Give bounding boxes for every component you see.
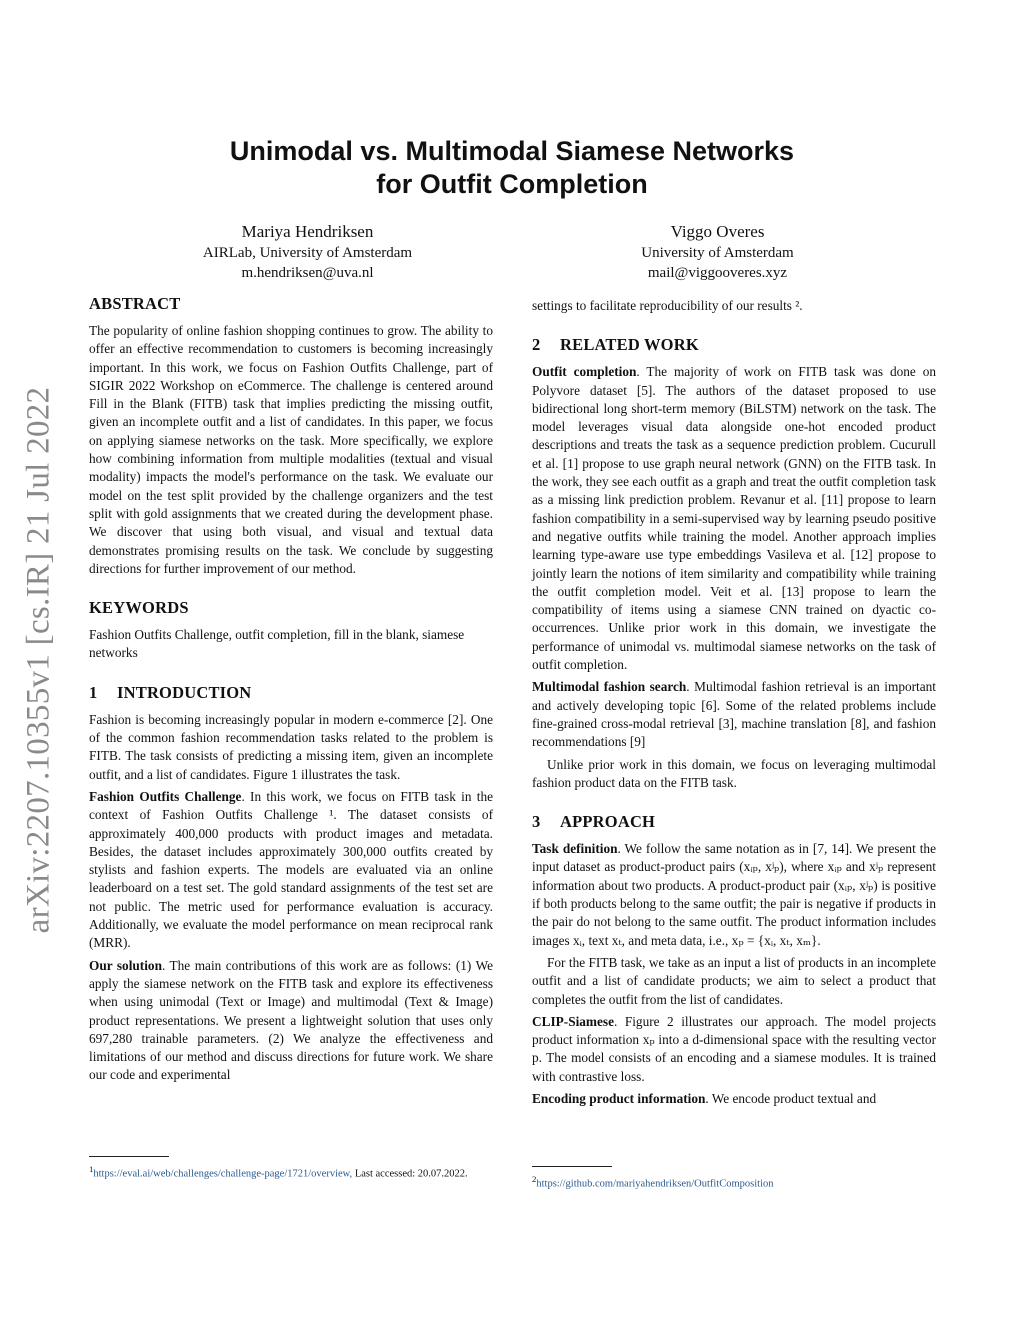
paragraph-body: . Figure 2 illustrates our approach. The model projects product information xₚ into a d-dimensional space with the resulting vector p. The model consists of an encoding and a siamese modules. It is trained with contrastive loss. (532, 1013, 936, 1084)
paragraph-body: . We follow the same notation as in [7, 14]. We present the input dataset as product-product pairs (xᵢₚ, xʲₚ), where xᵢₚ and xʲₚ represent information about two products. A product-product pair (xᵢₚ, xʲₚ) is positive if both products belong to the same outfit; the pair is negative if products in the pair do not belong to the same outfit. The product information includes images xᵢ, text xₜ, and meta data, i.e., xₚ = {xᵢ, xₜ, xₘ}. (532, 841, 936, 948)
keywords-heading: KEYWORDS (89, 598, 189, 618)
section-title: INTRODUCTION (117, 682, 252, 702)
approach-paragraph-3 (532, 1013, 936, 1086)
paragraph-lead: Outfit completion (532, 364, 637, 380)
footnote-mark: 2 (532, 1174, 537, 1184)
intro-paragraph-1: Fashion is becoming increasingly popular in modern e-commerce [2]. One of the common fashion recommendation tasks related to the problem is FITB. The task consists of predicting a missing item, given an incomplete outfit, and a list of candidates. Figure 1 illustrates the task. (89, 711, 493, 782)
footnote-1 (89, 1156, 493, 1182)
title-line-2: for Outfit Completion (376, 169, 648, 199)
abstract-text: The popularity of online fashion shopping continues to grow. The ability to offer an effective recommendation to customers is becoming increasingly important. In this work, we focus on Fashion Outfits Challenge, part of SIGIR 2022 Workshop on eCommerce. The challenge is centered around Fill in the Blank (FITB) task that implies predicting the missing outfit, given an incomplete outfit and a list of candidates. In this paper, we focus on applying siamese networks on the task. More specifically, we explore how combining information from multiple modalities (textual and visual modality) impacts the model's performance on the task. We evaluate our model on the test split provided by the challenge organizers and the test split with gold assignments that we created during the development phase. We discover that using both visual, and visual and textual data demonstrates promising results on the task. We conclude by suggesting directions for further improvement of our method. (89, 323, 493, 576)
paragraph-lead: CLIP-Siamese (532, 1013, 614, 1029)
arxiv-id: arXiv:2207.10355v1 [cs.IR] 21 Jul 2022 (20, 386, 57, 934)
approach-heading (532, 812, 936, 832)
footnote-link[interactable]: https://eval.ai/web/challenges/challenge-page/1721/overview, (93, 1168, 353, 1180)
paragraph-lead: Task definition (532, 841, 618, 857)
author-affiliation: University of Amsterdam (641, 245, 794, 261)
section-title: APPROACH (560, 812, 656, 832)
arxiv-sidebar-stamp (8, 375, 70, 945)
related-paragraph-3: Unlike prior work in this domain, we focus on leveraging multimodal fashion product data on the FITB task. (532, 756, 936, 790)
footnote-link[interactable]: https://github.com/mariyahendriksen/OutfitComposition (536, 1178, 774, 1190)
intro-paragraph-3 (89, 957, 493, 1085)
footnote-rule (89, 1156, 169, 1157)
title-line-1: Unimodal vs. Multimodal Siamese Networks (229, 136, 795, 166)
paragraph-lead: Multimodal fashion search (532, 679, 687, 695)
paper-title (160, 135, 864, 201)
paragraph-body: . We encode product textual and (705, 1090, 877, 1106)
keywords-text: Fashion Outfits Challenge, outfit completion, fill in the blank, siamese networks (89, 627, 465, 661)
author-email: m.hendriksen@uva.nl (241, 265, 374, 281)
approach-paragraph-4 (532, 1090, 936, 1108)
author-block-2 (585, 221, 850, 283)
section-number: 1 (89, 682, 98, 702)
section-number: 3 (532, 812, 541, 832)
related-heading (532, 335, 936, 355)
approach-paragraph-2: For the FITB task, we take as an input a list of products in an incomplete outfit and a list of candidate products; we aim to select a product that completes the outfit from the list of candidates. (532, 954, 936, 1007)
paragraph-lead: Our solution (89, 957, 162, 973)
footnote-text: Last accessed: 20.07.2022. (354, 1168, 468, 1180)
author-email: mail@viggooveres.xyz (647, 265, 788, 281)
footnote-rule (532, 1166, 612, 1167)
paragraph-lead: Fashion Outfits Challenge (89, 788, 242, 804)
footnote-2 (532, 1166, 936, 1192)
paragraph-body: . The main contributions of this work are as follows: (1) We apply the siamese network on the FITB task and explore its effectiveness when using unimodal (Text or Image) and multimodal (Text & Image) product representations. We present a lightweight solution that uses only 697,280 trainable parameters. (2) We analyze the effectiveness and limitations of our method and discuss directions for future work. We share our code and experimental (89, 957, 493, 1083)
paragraph-body: . The majority of work on FITB task was done on Polyvore dataset [5]. The authors of the dataset proposed to use bidirectional long short-term memory (BiLSTM) network on the task. The model leverages visual data alongside one-hot encoded product descriptions and treats the task as a sequence prediction problem. Cucurull et al. [1] propose to use graph neural network (GNN) on the FITB task. In the work, they see each outfit as a graph and treat the outfit completion task as a missing link prediction problem. Revanur et al. [11] propose to learn fashion compatibility in a semi-supervised way by learning pseudo positive and negative outfits while training the model. Another approach implies learning type-aware use type embeddings Vasileva et al. [12] propose to jointly learn the notions of item similarity and compatibility while training the outfit completion model. Veit et al. [13] propose to learn the compatibility of items using a siamese CNN trained on dyactic co-occurrences. Unlike prior work in this domain, we investigate the performance of unimodal vs. multimodal siamese networks on the task of outfit completion. (532, 364, 936, 673)
paragraph-lead: Encoding product information (532, 1090, 706, 1106)
related-paragraph-2 (532, 678, 936, 751)
section-title: RELATED WORK (560, 335, 699, 355)
section-number: 2 (532, 335, 541, 355)
author-name: Mariya Hendriksen (241, 222, 374, 241)
approach-paragraph-1 (532, 840, 936, 950)
author-name: Viggo Overes (670, 222, 765, 241)
continued-paragraph: settings to facilitate reproducibility of our results ². (532, 298, 803, 313)
right-column (532, 297, 936, 1112)
paragraph-body: . In this work, we focus on FITB task in the context of Fashion Outfits Challenge ¹. The dataset consists of approximately 400,000 products with product images and metadata. Besides, the dataset includes approximately 300,000 outfits created by stylists and fashion experts. The models are evaluated via an online leaderboard on a test set. The gold standard assignments of the test set are not public. The metric used for performance evaluation is accuracy. Additionally, we evaluate the model performance on mean reciprocal rank (MRR). (89, 788, 494, 951)
author-affiliation: AIRLab, University of Amsterdam (202, 245, 413, 261)
intro-heading (89, 683, 493, 703)
paragraph-body: . Multimodal fashion retrieval is an important and actively developing topic [6]. Some of the related problems include fine-grained cross-modal retrieval [3], machine translation [8], and fashion recommendations [9] (532, 679, 936, 750)
related-paragraph-1 (532, 363, 936, 674)
author-block-1 (175, 221, 440, 283)
footnote-mark: 1 (89, 1164, 94, 1174)
abstract-heading: ABSTRACT (89, 294, 181, 313)
left-column (89, 294, 493, 1089)
intro-paragraph-2 (89, 788, 493, 953)
